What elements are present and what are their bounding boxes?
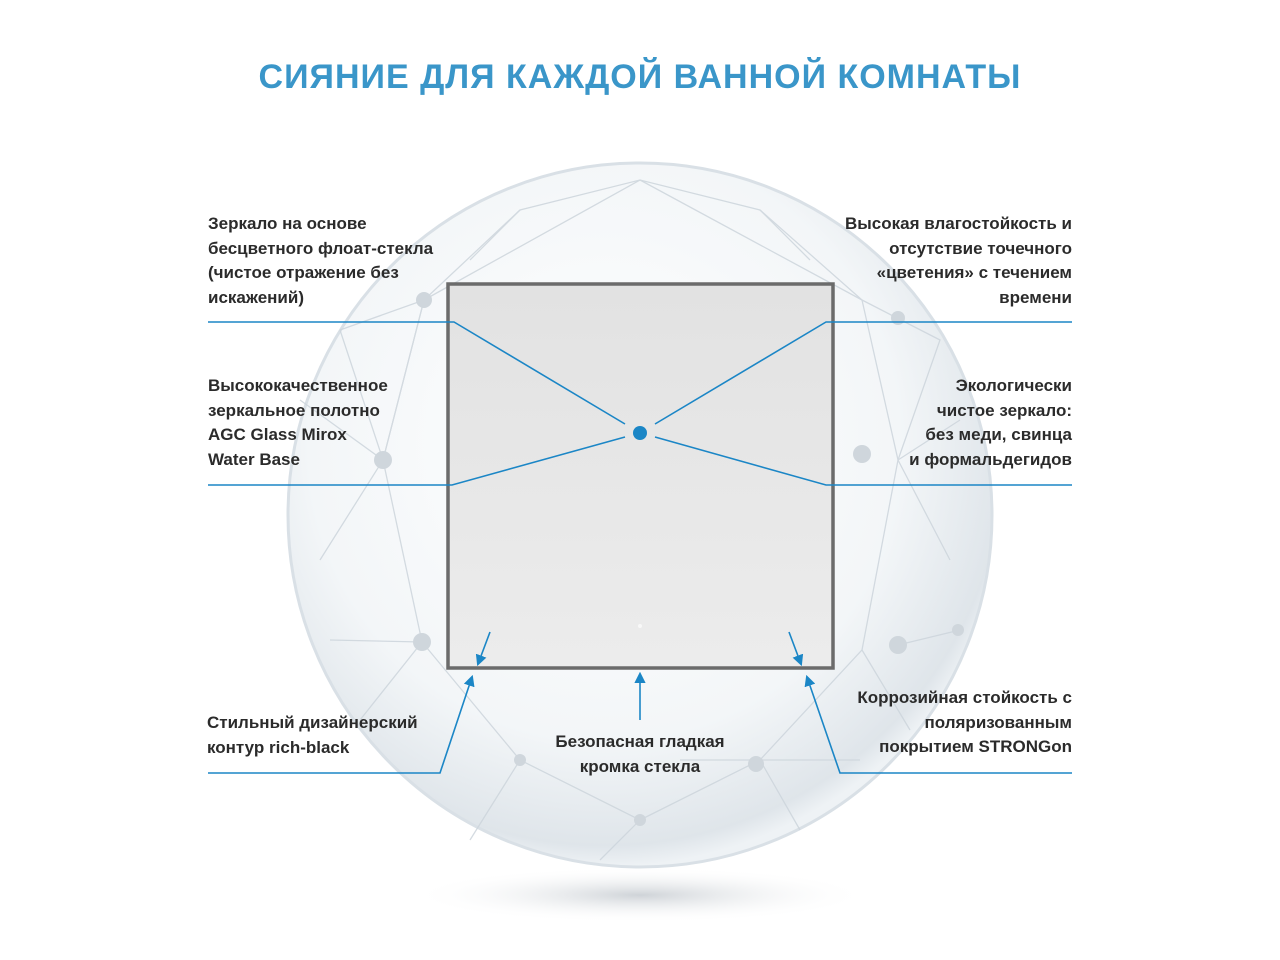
label-eco-mirror: Экологически чистое зеркало: без меди, свинца и формальдегидов (909, 376, 1072, 469)
label-float-glass: Зеркало на основе бесцветного флоат-стекла (чистое отражение без искажений) (208, 214, 434, 307)
label-designer-contour: Стильный дизайнерский контур rich-black (207, 713, 418, 757)
center-dot-icon (633, 426, 647, 440)
label-safe-edge: Безопасная гладкая кромка стекла (555, 732, 725, 776)
mirror-sensor (638, 624, 642, 628)
label-agc-mirror: Высококачественное зеркальное полотно AGC Glass Mirox Water Base (208, 376, 388, 469)
page-title: СИЯНИЕ ДЛЯ КАЖДОЙ ВАННОЙ КОМНАТЫ (258, 58, 1022, 96)
sphere-shadow (410, 867, 870, 923)
label-moisture-resistance: Высокая влагостойкость и отсутствие точечного «цветения» с течением времени (845, 214, 1072, 307)
mirror-square (448, 284, 833, 668)
label-corrosion-resistance: Коррозийная стойкость с поляризованным покрытием STRONGon (857, 688, 1072, 756)
